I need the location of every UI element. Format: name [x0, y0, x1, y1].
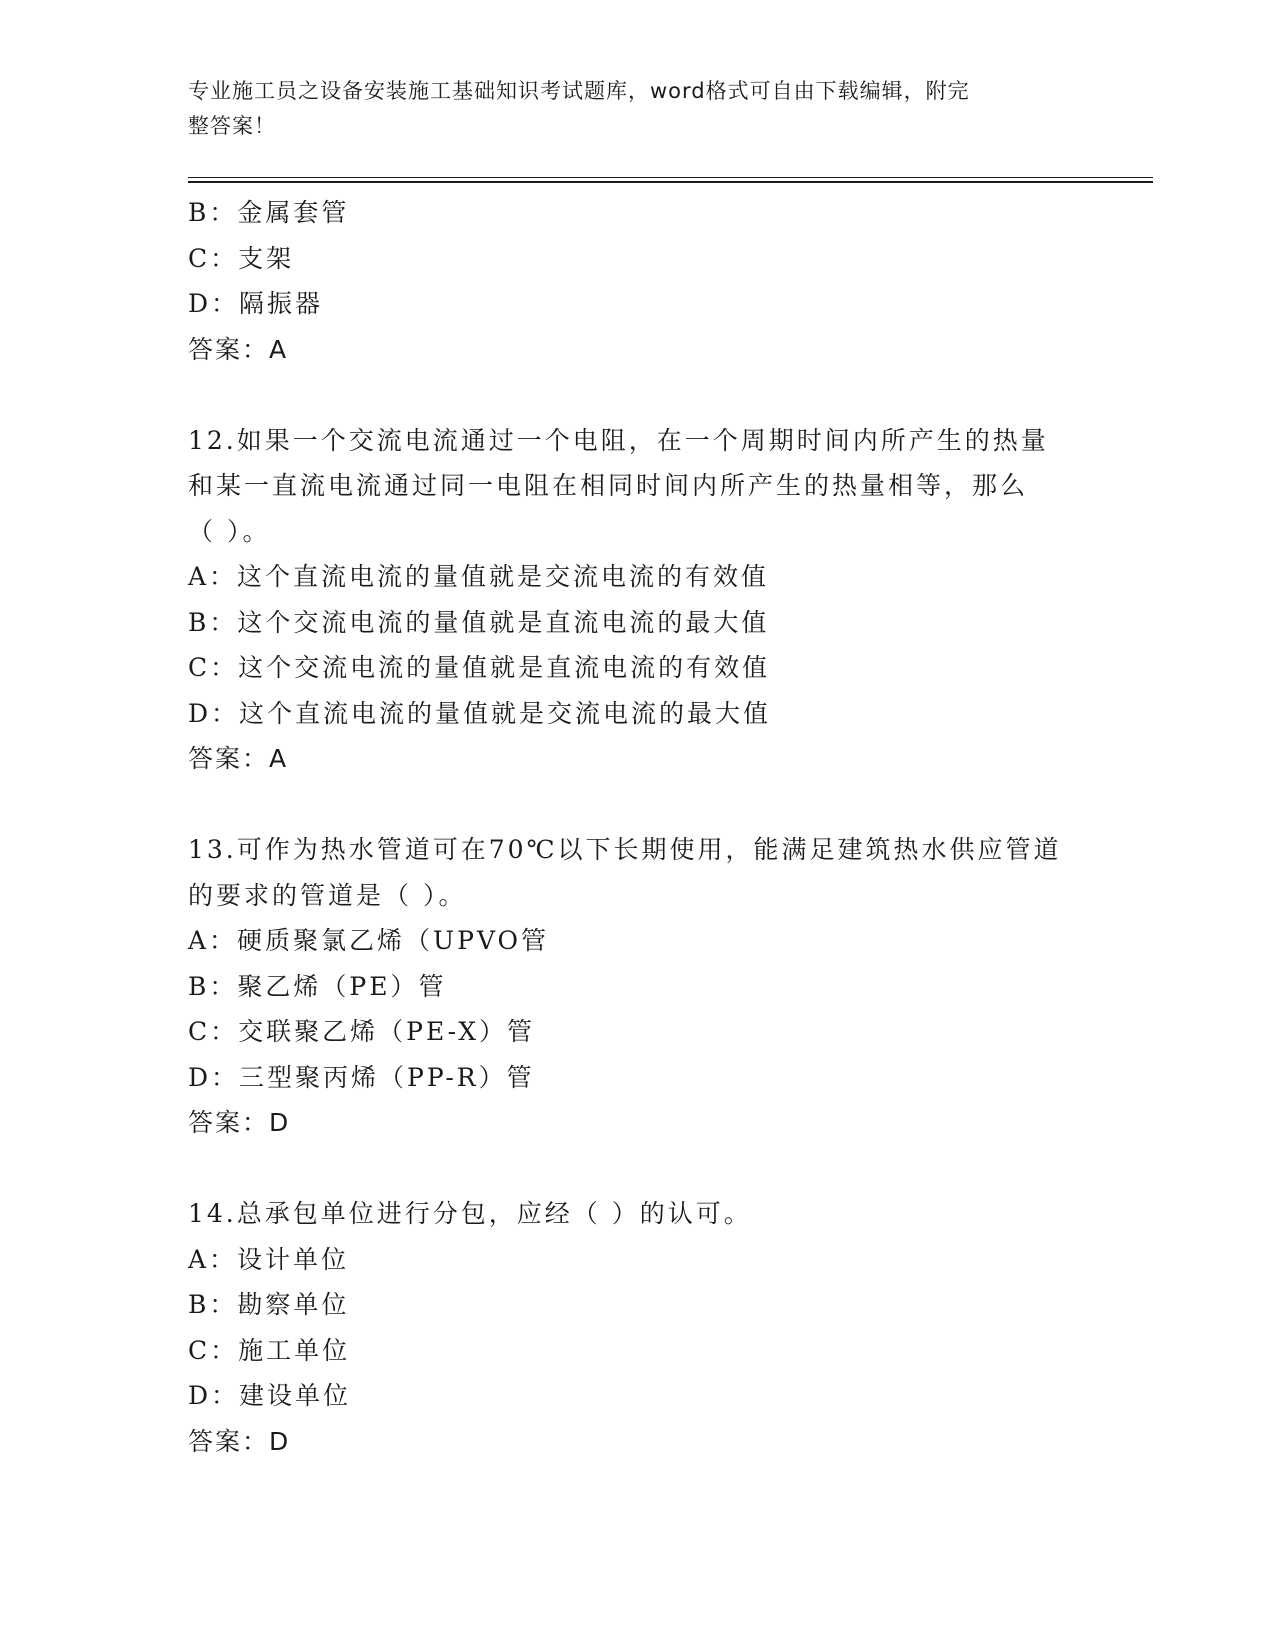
option-c: C：支架	[188, 243, 295, 273]
question-12	[188, 418, 1088, 782]
answer-line: 答案：A	[188, 334, 289, 364]
question-stem-line: 和某一直流电流通过同一电阻在相同时间内所产生的热量相等，那么	[188, 471, 1029, 500]
spacer	[188, 1146, 1088, 1192]
answer-line: 答案：D	[188, 1426, 291, 1456]
header-divider-thick	[188, 181, 1153, 183]
question-stem-line: 14.总承包单位进行分包，应经（ ）的认可。	[188, 1199, 752, 1228]
option-c: C：施工单位	[188, 1335, 351, 1365]
header-line-1: 专业施工员之设备安装施工基础知识考试题库，word格式可自由下载编辑，附完	[188, 79, 970, 103]
question-stem-line: 13.可作为热水管道可在70℃以下长期使用，能满足建筑热水供应管道	[188, 835, 1062, 864]
option-b: B：聚乙烯（PE）管	[188, 971, 447, 1001]
previous-question-options	[188, 190, 1088, 372]
answer-line: 答案：D	[188, 1108, 291, 1137]
question-body	[188, 190, 1088, 1464]
spacer	[188, 782, 1088, 828]
spacer	[188, 372, 1088, 418]
option-b: B：金属套管	[188, 198, 350, 227]
question-13	[188, 827, 1088, 1146]
option-c: C：交联聚乙烯（PE-X）管	[188, 1017, 536, 1046]
question-stem-line: （ ）。	[188, 516, 271, 546]
option-b: B：勘察单位	[188, 1290, 350, 1319]
question-stem-line: 的要求的管道是（ ）。	[188, 880, 467, 910]
header-line-2: 整答案！	[188, 114, 276, 138]
question-stem-line: 12.如果一个交流电流通过一个电阻，在一个周期时间内所产生的热量	[188, 425, 1049, 455]
option-a: A：设计单位	[188, 1244, 350, 1274]
option-a: A：这个直流电流的量值就是交流电流的有效值	[188, 562, 770, 591]
header-divider-thin	[188, 177, 1153, 178]
option-d: D：建设单位	[188, 1381, 352, 1410]
answer-line: 答案：A	[188, 744, 289, 773]
option-d: D：三型聚丙烯（PP-R）管	[188, 1062, 535, 1092]
question-14	[188, 1191, 1088, 1464]
option-b: B：这个交流电流的量值就是直流电流的最大值	[188, 607, 770, 637]
option-c: C：这个交流电流的量值就是直流电流的有效值	[188, 653, 771, 682]
document-header	[188, 74, 1068, 144]
option-d: D：隔振器	[188, 289, 324, 318]
option-a: A：硬质聚氯乙烯（UPVO管	[188, 926, 550, 955]
option-d: D：这个直流电流的量值就是交流电流的最大值	[188, 698, 772, 728]
